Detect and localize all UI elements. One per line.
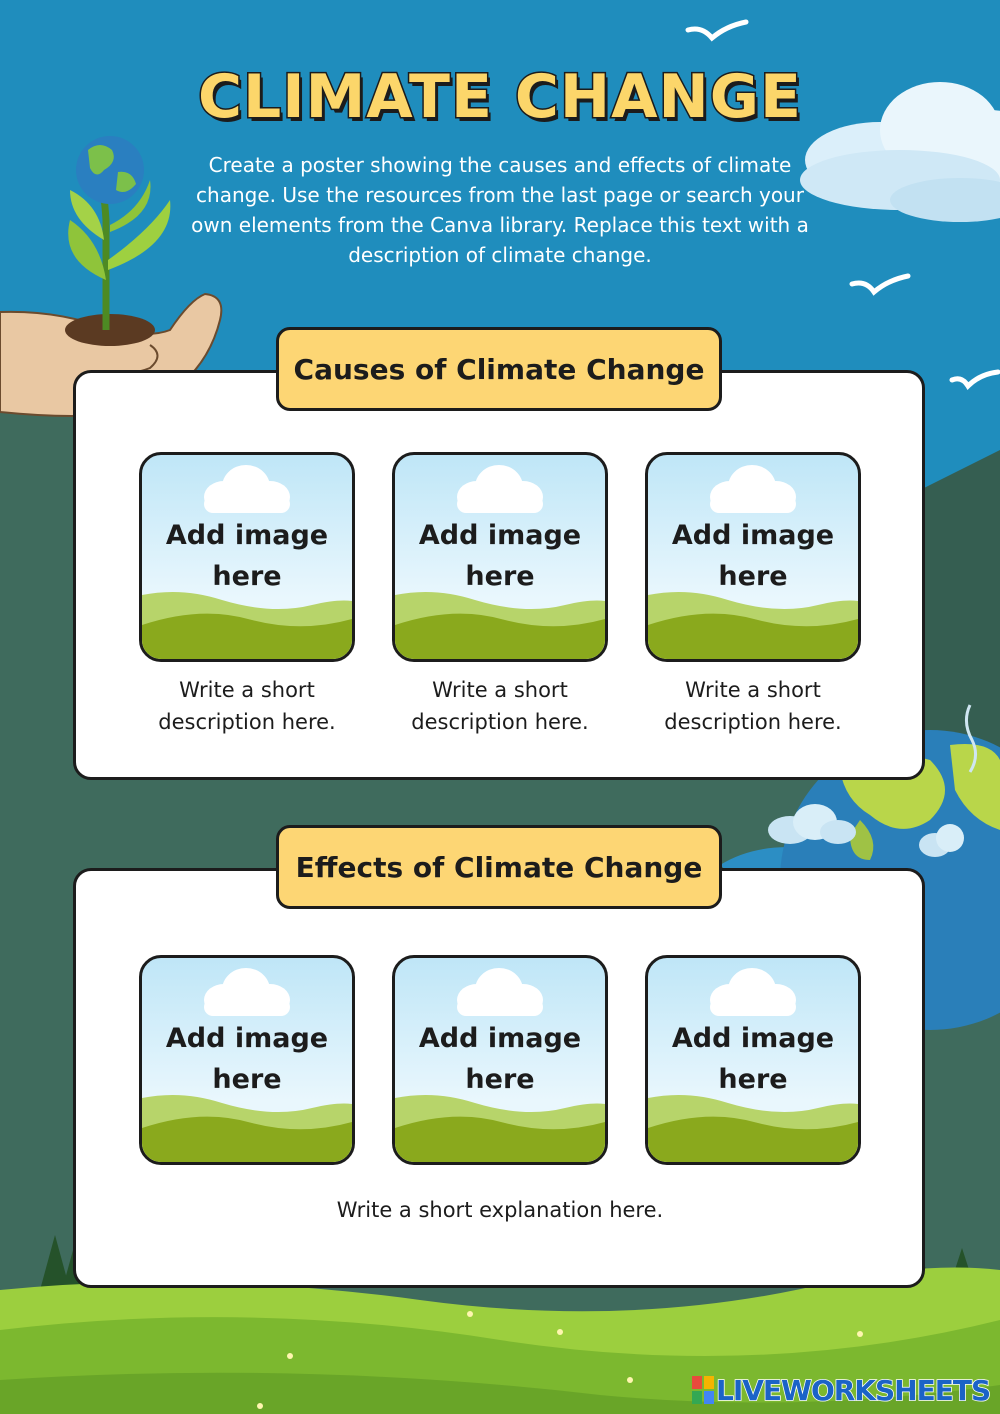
image-placeholder[interactable] — [139, 955, 355, 1165]
cloud-icon — [710, 465, 796, 513]
placeholder-label: Add image here — [671, 1023, 835, 1095]
cause-description[interactable]: Write a short description here. — [664, 678, 842, 734]
placeholder-label: Add image here — [418, 520, 582, 592]
logo-text: LIVEWORKSHEETS — [716, 1373, 991, 1407]
image-placeholder[interactable] — [392, 955, 608, 1165]
placeholder-label: Add image here — [418, 1023, 582, 1095]
cloud-icon — [457, 968, 543, 1016]
placeholder-label: Add image here — [671, 520, 835, 592]
placeholder-label: Add image here — [165, 520, 329, 592]
liveworksheets-logo — [692, 1374, 990, 1406]
image-placeholder[interactable] — [645, 452, 861, 662]
image-placeholder[interactable] — [645, 955, 861, 1165]
image-placeholder[interactable] — [392, 452, 608, 662]
effects-explanation[interactable]: Write a short explanation here. — [336, 1198, 664, 1222]
placeholder-label: Add image here — [165, 1023, 329, 1095]
poster-title: CLIMATE CHANGE — [197, 62, 802, 132]
cloud-icon — [204, 465, 290, 513]
intro-text[interactable]: Create a poster showing the causes and effects of climate change. Use the resources from the last page or search your own elements from the Canva library. Replace this text with a description of climate change. — [191, 153, 809, 267]
cloud-icon — [204, 968, 290, 1016]
cloud-icon — [710, 968, 796, 1016]
causes-heading: Causes of Climate Change — [276, 327, 722, 411]
cause-description[interactable]: Write a short description here. — [158, 678, 336, 734]
earth-globe-icon — [76, 136, 144, 204]
effects-heading: Effects of Climate Change — [276, 825, 722, 909]
liveworksheets-mark-icon — [692, 1376, 714, 1404]
image-placeholder[interactable] — [139, 452, 355, 662]
cause-description[interactable]: Write a short description here. — [411, 678, 589, 734]
cloud-icon — [457, 465, 543, 513]
